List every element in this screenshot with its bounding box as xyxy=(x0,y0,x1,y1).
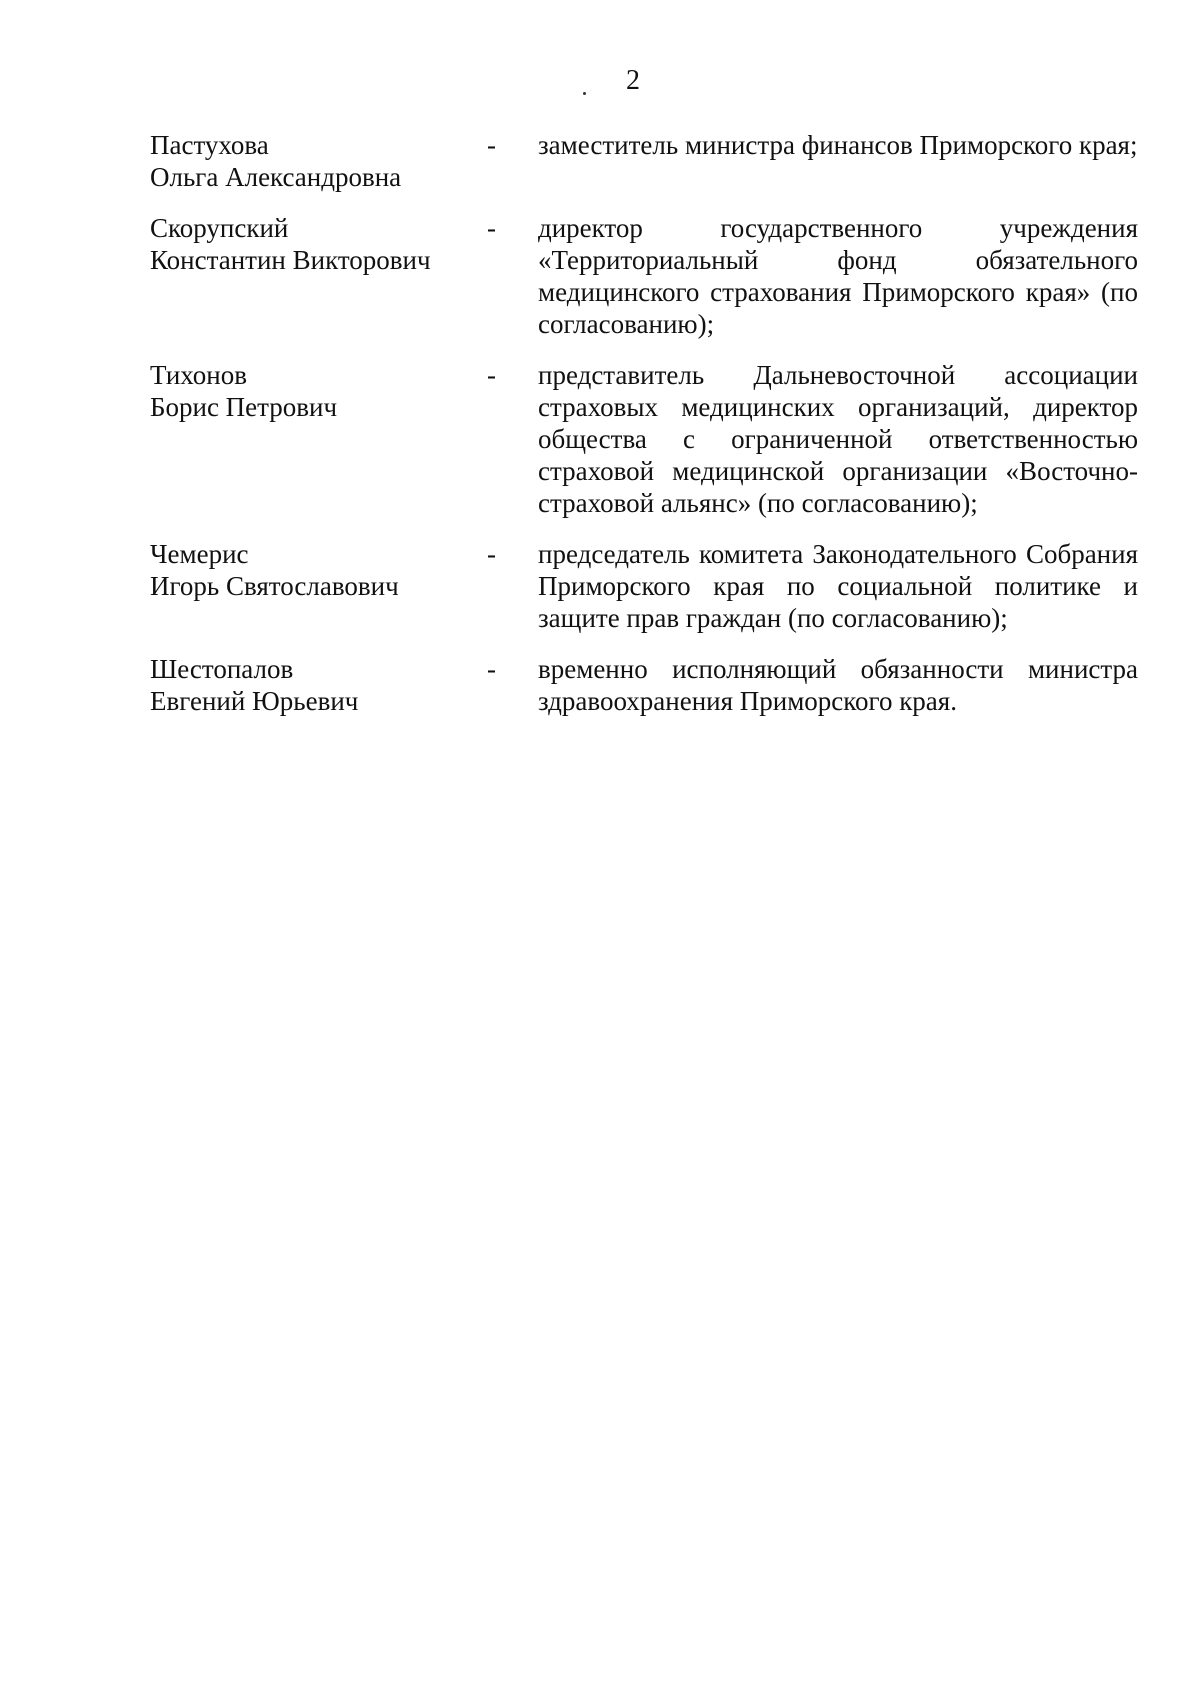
member-dash: - xyxy=(487,213,496,243)
member-name xyxy=(150,538,487,602)
member-dash: - xyxy=(487,539,496,569)
member-dash: - xyxy=(487,360,496,390)
member-name xyxy=(150,129,487,193)
members-list xyxy=(150,129,1140,717)
member-name xyxy=(150,359,487,423)
member-surname: Пастухова xyxy=(150,130,269,160)
member-surname: Скорупский xyxy=(150,213,289,243)
member-role: представитель Дальневосточной ассоциации страховых медицинских организаций, директор общества с ограниченной ответственностью страховой медицинской организации «Восточно-страховой альянс» (по согласованию); xyxy=(538,360,1138,518)
member-given-names: Евгений Юрьевич xyxy=(150,686,359,716)
member-surname: Тихонов xyxy=(150,360,247,390)
member-dash: - xyxy=(487,654,496,684)
member-given-names: Ольга Александровна xyxy=(150,162,402,192)
member-entry xyxy=(150,129,1140,193)
member-name xyxy=(150,653,487,717)
member-entry xyxy=(150,653,1140,717)
member-entry xyxy=(150,212,1140,340)
member-role: заместитель министра финансов Приморского края; xyxy=(538,130,1138,160)
member-entry xyxy=(150,359,1140,519)
member-given-names: Борис Петрович xyxy=(150,392,338,422)
member-surname: Шестопалов xyxy=(150,654,294,684)
member-given-names: Игорь Святославович xyxy=(150,571,399,601)
member-role: директор государственного учреждения «Территориальный фонд обязательного медицинского страхования Приморского края» (по согласованию); xyxy=(538,213,1138,339)
member-given-names: Константин Викторович xyxy=(150,245,431,275)
member-entry xyxy=(150,538,1140,634)
member-role: временно исполняющий обязанности министра здравоохранения Приморского края. xyxy=(538,654,1138,716)
member-surname: Чемерис xyxy=(150,539,249,569)
member-dash: - xyxy=(487,130,496,160)
member-name xyxy=(150,212,487,276)
scan-speck xyxy=(583,92,586,95)
page-number: 2 xyxy=(626,65,640,96)
member-role: председатель комитета Законодательного Собрания Приморского края по социальной политике и защите прав граждан (по согласованию); xyxy=(538,539,1138,633)
